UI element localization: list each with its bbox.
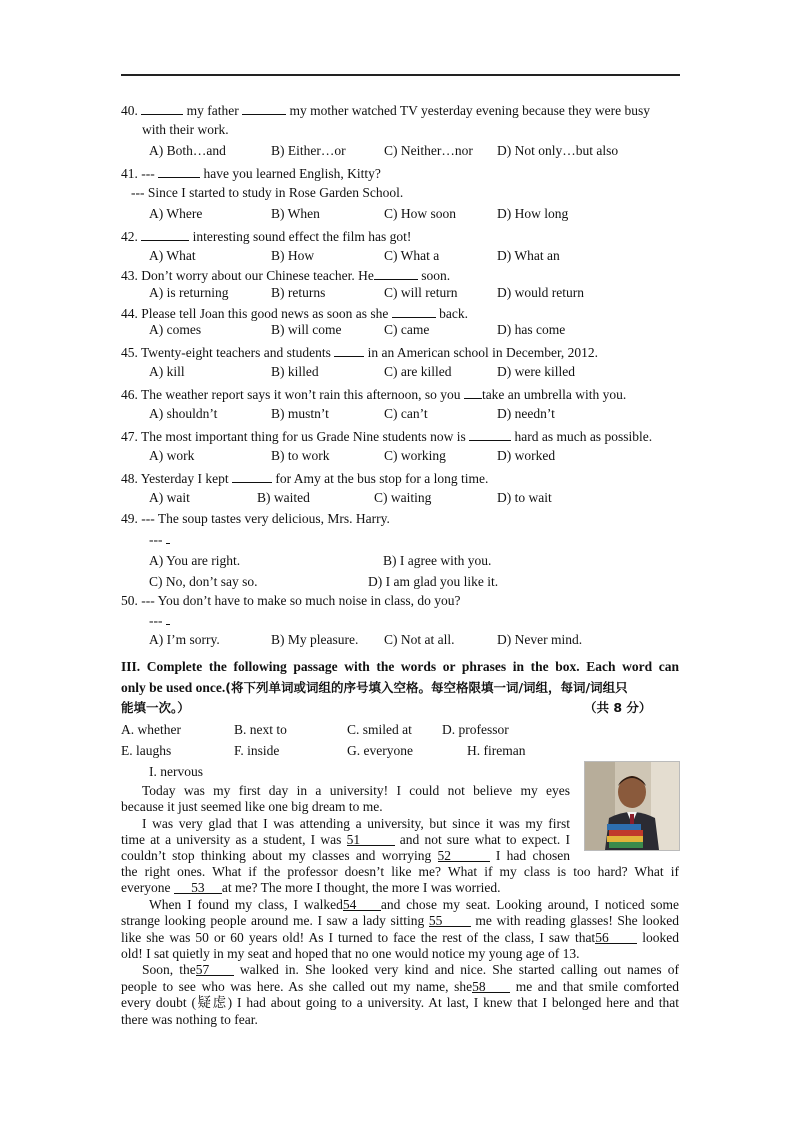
q46-option-a: A) shouldn’t [149,406,218,421]
word-option-d: D. professor [442,722,509,737]
passage-line: the right ones. What if the professor doesn’t like me? What if my class is too hard? What if [121,864,679,879]
section3-heading-line3: 能填一次。） [121,700,190,715]
question-41-cont: --- Since I started to study in Rose Garden School. [131,185,404,200]
q45-option-d: D) were killed [497,364,575,379]
question-50: 50. --- You don’t have to make so much noise in class, do you? [121,593,461,608]
passage-line: everyone 53 at me? The more I thought, the more I was worried. [121,880,501,895]
q44-option-a: A) comes [149,322,202,337]
q43-option-b: B) returns [271,285,326,300]
passage-line: When I found my class, I walked54 and chose my seat. Looking around, I noticed some [149,897,679,912]
word-option-c: C. smiled at [347,722,412,737]
q45-option-a: A) kill [149,364,185,379]
q48-option-c: C) waiting [374,490,432,505]
q49-option-b: B) I agree with you. [383,553,492,568]
q40-option-c: C) Neither…nor [384,143,473,158]
word-option-e: E. laughs [121,743,172,758]
question-44: 44. Please tell Joan this good news as soon as she back. [121,306,468,321]
q50-option-c: C) Not at all. [384,632,455,647]
question-49: 49. --- The soup tastes very delicious, Mrs. Harry. [121,511,390,526]
q46-option-d: D) needn’t [497,406,555,421]
student-photo [584,761,680,851]
word-option-h: H. fireman [467,743,526,758]
q49-option-d: D) I am glad you like it. [368,574,499,589]
q46-option-b: B) mustn’t [271,406,329,421]
q42-option-b: B) How [271,248,315,263]
q43-option-d: D) would return [497,285,584,300]
q50-option-a: A) I’m sorry. [149,632,220,647]
q47-option-b: B) to work [271,448,330,463]
section3-score: （共 8 分） [584,700,652,715]
passage-line: Today was my first day in a university! I could not believe my eyes [142,783,570,798]
q49-option-a: A) You are right. [149,553,241,568]
q50-option-b: B) My pleasure. [271,632,359,647]
blank-58: 58 [472,979,510,993]
q47-option-d: D) worked [497,448,556,463]
question-46: 46. The weather report says it won’t rain this afternoon, so you take an umbrella with you. [121,387,627,402]
blank-53: 53 [174,880,222,894]
passage-line: because it just seemed like one big dream to me. [121,799,383,814]
passage-line: strange looking people around me. I saw a lady sitting 55 me with reading glasses! She looked [121,913,679,928]
q47-option-a: A) work [149,448,195,463]
blank-51: 51 [347,832,395,846]
q42-option-c: C) What a [384,248,440,263]
q40-option-b: B) Either…or [271,143,346,158]
q41-option-d: D) How long [497,206,569,221]
question-40-cont: with their work. [142,122,229,137]
q48-option-d: D) to wait [497,490,552,505]
passage-line: time at a university as a student, I was 51 and not sure what to expect. I [121,832,570,847]
q40-option-d: D) Not only…but also [497,143,619,158]
q47-option-c: C) working [384,448,446,463]
question-43: 43. Don’t worry about our Chinese teacher. He soon. [121,268,451,283]
section3-heading-line1: III. Complete the following passage with the words or phrases in the box. Each word can [121,659,679,674]
passage-line: old! I sat quietly in my seat and hoped that no one would notice my young age of 13. [121,946,580,961]
q50-option-d: D) Never mind. [497,632,583,647]
q41-option-c: C) How soon [384,206,457,221]
question-42: 42. interesting sound effect the film has got! [121,229,412,244]
question-41: 41. --- have you learned English, Kitty? [121,166,381,181]
passage-line: I was very glad that I was attending a university, but since it was my first [142,816,570,831]
word-option-b: B. next to [234,722,287,737]
passage-line: people to see who was here. As she called out my name, she58 me and that smile comforted [121,979,679,994]
passage-line: Soon, the57 walked in. She looked very kind and nice. She started calling out names of [142,962,679,977]
q44-option-c: C) came [384,322,430,337]
blank-57: 57 [196,962,234,976]
q49-option-c: C) No, don’t say so. [149,574,258,589]
q43-option-a: A) is returning [149,285,229,300]
q42-option-d: D) What an [497,248,560,263]
q42-option-a: A) What [149,248,196,263]
question-49-cont: --- [149,532,170,548]
q45-option-b: B) killed [271,364,319,379]
q46-option-c: C) can’t [384,406,428,421]
q41-option-b: B) When [271,206,320,221]
blank-54: 54 [343,897,381,911]
q44-option-d: D) has come [497,322,566,337]
q48-option-b: B) waited [257,490,310,505]
passage-line: like she was 50 or 60 years old! As I turned to face the rest of the class, I saw that56 looked [121,930,679,945]
blank-52: 52 [438,848,490,862]
question-48: 48. Yesterday I kept for Amy at the bus stop for a long time. [121,471,489,486]
question-47: 47. The most important thing for us Grade Nine students now is hard as much as possible. [121,429,653,444]
q41-option-a: A) Where [149,206,203,221]
question-45: 45. Twenty-eight teachers and students in an American school in December, 2012. [121,345,599,360]
q44-option-b: B) will come [271,322,342,337]
word-option-i: I. nervous [149,764,203,779]
section3-heading-line2: only be used once.(将下列单词或词组的序号填入空格。每空格限填一词/词组，每词/词组只 [121,680,628,695]
word-option-g: G. everyone [347,743,413,758]
passage-line: there was nothing to fear. [121,1012,258,1027]
word-option-a: A. whether [121,722,181,737]
passage-line: every doubt (疑虑) I had about going to a university. At last, I knew that I belonged here and that [121,995,679,1010]
blank-56: 56 [595,930,637,944]
question-40: 40. my father my mother watched TV yesterday evening because they were busy [121,103,650,118]
question-50-cont: --- [149,613,170,629]
top-rule [121,74,680,76]
q48-option-a: A) wait [149,490,190,505]
q45-option-c: C) are killed [384,364,452,379]
blank-55: 55 [429,913,471,927]
q43-option-c: C) will return [384,285,458,300]
word-option-f: F. inside [234,743,280,758]
q40-option-a: A) Both…and [149,143,226,158]
passage-line: couldn’t stop thinking about my classes and worrying 52 I had chosen [121,848,570,863]
